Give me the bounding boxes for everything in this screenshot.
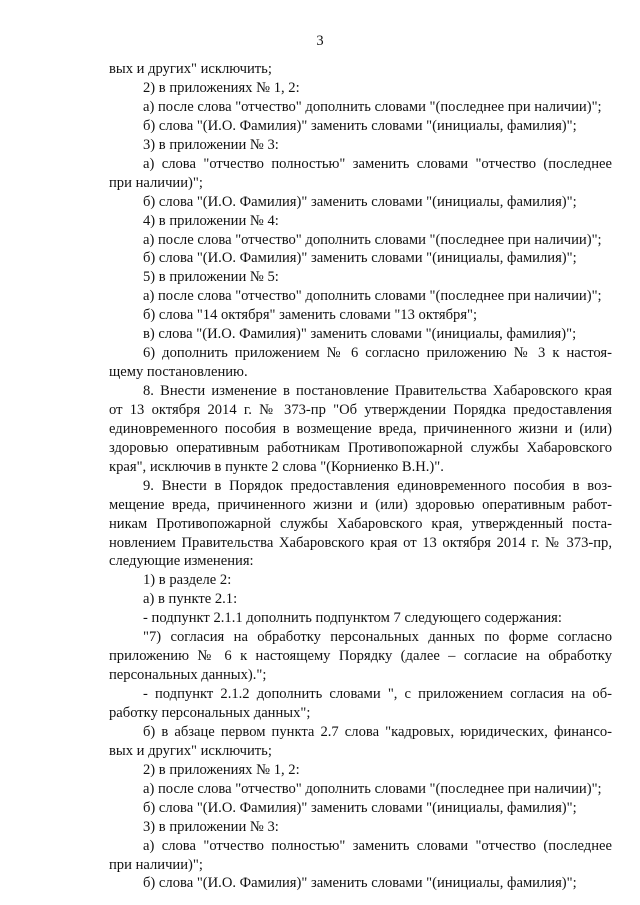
text-line: здоровью оперативным работникам Противопожарной службы Хабаровского (109, 439, 612, 456)
text-line: а) после слова "отчество" дополнить словами "(последнее при наличии)"; (143, 288, 602, 305)
text-line: 3) в приложении № 3: (143, 818, 279, 835)
text-line: при наличии)"; (109, 856, 203, 873)
text-line: при наличии)"; (109, 174, 203, 191)
text-line: б) слова "(И.О. Фамилия)" заменить словами "(инициалы, фамилия)"; (143, 117, 577, 134)
text-line: - подпункт 2.1.1 дополнить подпунктом 7 следующего содержания: (143, 610, 562, 627)
text-line: 9. Внести в Порядок предоставления единовременного пособия в воз- (143, 477, 612, 494)
text-line: а) слова "отчество полностью" заменить словами "отчество (последнее (143, 837, 612, 854)
text-line: а) после слова "отчество" дополнить словами "(последнее при наличии)"; (143, 98, 602, 115)
text-line: работку персональных данных"; (109, 705, 311, 721)
text-line: - подпункт 2.1.2 дополнить словами ", с приложением согласия на об- (143, 686, 612, 702)
text-line: 4) в приложении № 4: (143, 212, 279, 229)
text-line: а) после слова "отчество" дополнить словами "(последнее при наличии)"; (143, 231, 602, 248)
text-line: б) слова "(И.О. Фамилия)" заменить словами "(инициалы, фамилия)"; (143, 875, 577, 892)
text-line: б) слова "(И.О. Фамилия)" заменить словами "(инициалы, фамилия)"; (143, 250, 577, 267)
text-line: щему постановлению. (109, 364, 248, 380)
text-line: а) в пункте 2.1: (143, 591, 238, 608)
text-line: 2) в приложениях № 1, 2: (143, 761, 300, 778)
text-line: б) слова "(И.О. Фамилия)" заменить словами "(инициалы, фамилия)"; (143, 799, 577, 816)
text-line: вых и других" исключить; (109, 742, 272, 759)
text-line: б) слова "(И.О. Фамилия)" заменить словами "(инициалы, фамилия)"; (143, 193, 577, 210)
text-line: в) слова "(И.О. Фамилия)" заменить словами "(инициалы, фамилия)"; (143, 326, 577, 343)
text-line: приложению № 6 к настоящему Порядку (далее – согласие на обработку (109, 648, 612, 665)
text-line: б) в абзаце первом пункта 2.7 слова "кадровых, юридических, финансо- (143, 723, 612, 740)
text-line: следующие изменения: (109, 553, 254, 570)
text-line: края", исключив в пункте 2 слова "(Корниенко В.Н.)". (109, 458, 444, 475)
text-line: единовременного пособия в возмещение вреда, причиненного жизни и (или) (109, 420, 612, 437)
text-line: от 13 октября 2014 г. № 373-пр "Об утверждении Порядка предоставления (109, 401, 612, 418)
text-line: новлением Правительства Хабаровского края от 13 октября 2014 г. № 373-пр, (109, 534, 612, 551)
text-line: 6) дополнить приложением № 6 согласно приложению № 3 к настоя- (143, 345, 612, 362)
text-line: никам Противопожарной службы Хабаровского края, утвержденный поста- (109, 515, 612, 532)
text-line: 3) в приложении № 3: (143, 136, 279, 153)
text-line: 5) в приложении № 5: (143, 269, 279, 286)
text-line: а) после слова "отчество" дополнить словами "(последнее при наличии)"; (143, 780, 602, 797)
text-line: мещение вреда, причиненного жизни и (или) здоровью оперативным работ- (109, 496, 612, 513)
page-number: 3 (316, 33, 324, 49)
text-line: 2) в приложениях № 1, 2: (143, 79, 300, 96)
text-line: персональных данных)."; (109, 667, 267, 684)
text-line: вых и других" исключить; (109, 61, 272, 77)
text-line: 8. Внести изменение в постановление Правительства Хабаровского края (143, 383, 612, 399)
text-line: б) слова "14 октября" заменить словами "13 октября"; (143, 307, 478, 324)
text-line: а) слова "отчество полностью" заменить словами "отчество (последнее (143, 155, 612, 172)
text-line: "7) согласия на обработку персональных данных по форме согласно (143, 629, 612, 646)
text-line: 1) в разделе 2: (143, 572, 232, 589)
